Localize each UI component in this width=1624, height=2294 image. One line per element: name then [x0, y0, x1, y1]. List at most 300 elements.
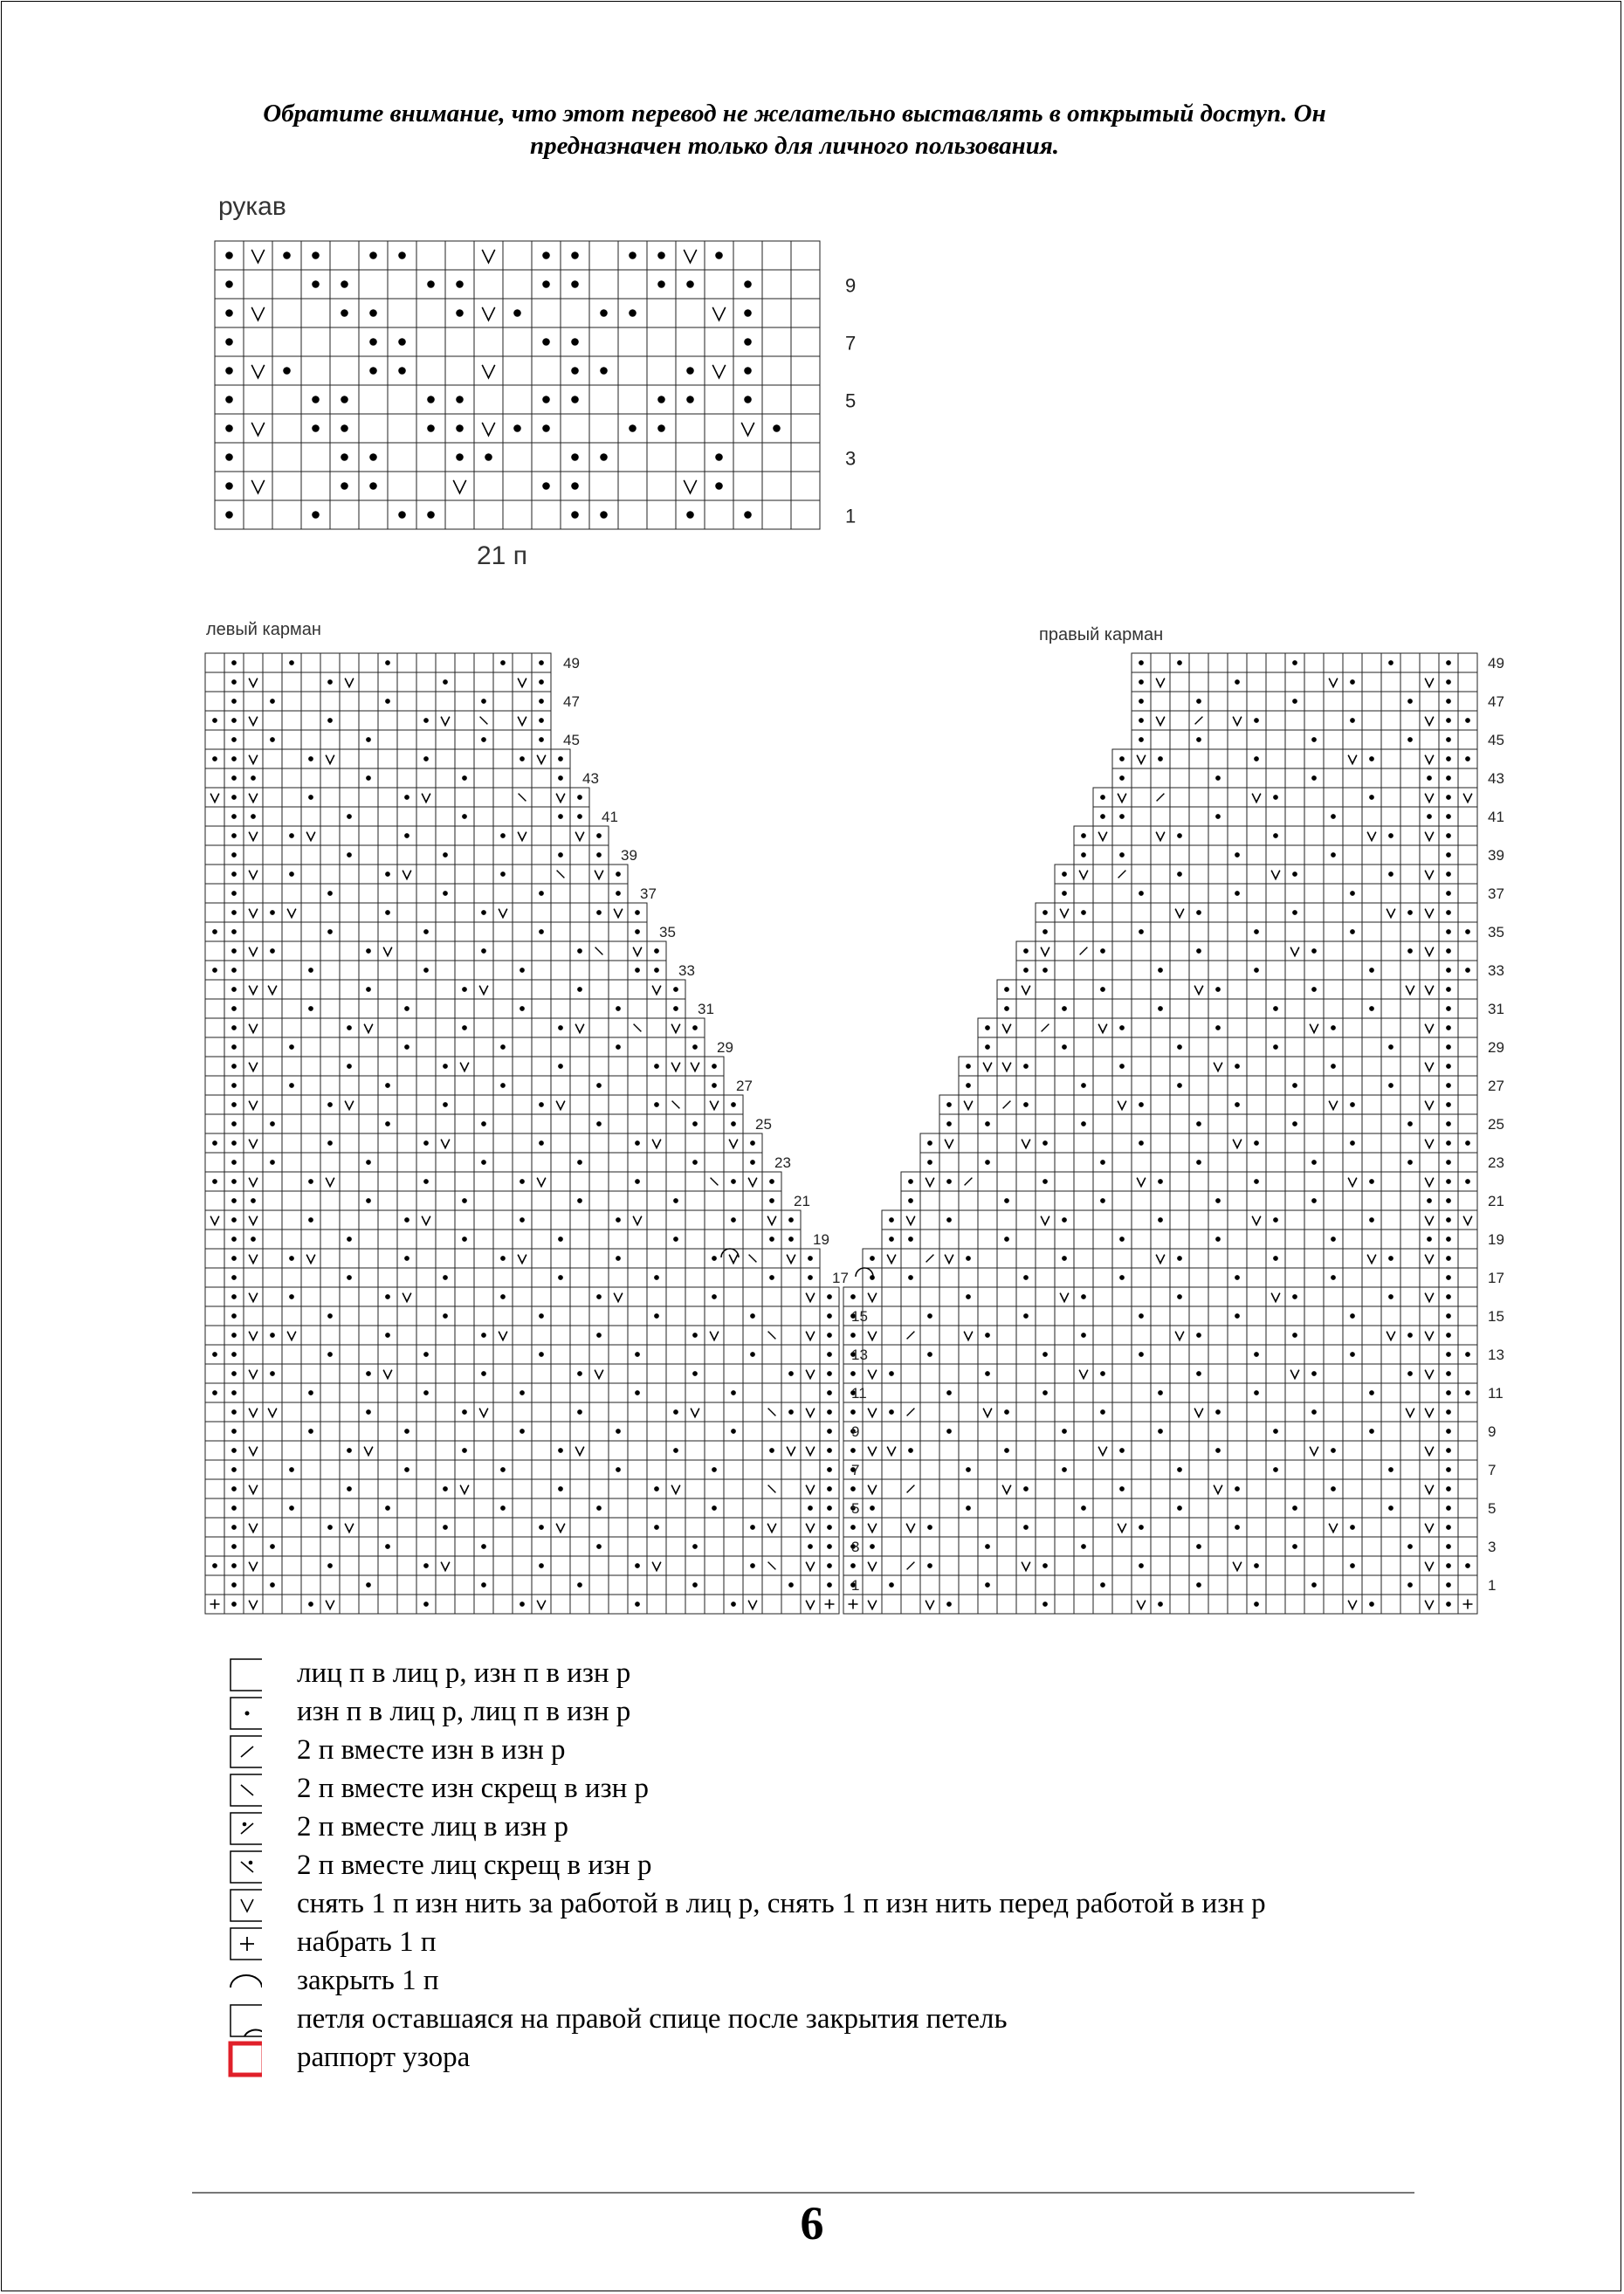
purl-dot-icon [966, 1083, 971, 1088]
purl-dot-icon [225, 338, 233, 346]
chart-cell [320, 1537, 340, 1556]
chart-cell [282, 1191, 301, 1210]
purl-dot-icon [692, 1121, 698, 1126]
purl-dot-icon [289, 833, 294, 838]
chart-cell [781, 1383, 801, 1402]
chart-cell [513, 884, 532, 903]
purl-dot-icon [404, 795, 409, 800]
purl-dot-icon [712, 1467, 717, 1472]
purl-dot-icon [539, 1563, 544, 1568]
chart-cell [1132, 768, 1151, 788]
purl-dot-icon [1407, 948, 1413, 954]
chart-cell [397, 1595, 416, 1614]
chart-cell [901, 1210, 920, 1230]
purl-dot-icon [1292, 1294, 1297, 1299]
chart-cell [1132, 865, 1151, 884]
purl-dot-icon [600, 309, 608, 317]
purl-dot-icon [1427, 1198, 1432, 1203]
chart-cell [1151, 1018, 1170, 1037]
chart-cell [503, 356, 532, 385]
row-number: 43 [1488, 770, 1504, 788]
chart-cell [762, 443, 791, 472]
chart-cell [445, 500, 474, 529]
chart-cell [1343, 653, 1362, 672]
chart-cell [676, 327, 705, 356]
purl-dot-icon [827, 1313, 832, 1319]
chart-cell [455, 1095, 474, 1114]
chart-cell [628, 1306, 647, 1326]
chart-cell [570, 1537, 589, 1556]
chart-cell [685, 1076, 705, 1095]
chart-cell [1285, 1153, 1304, 1172]
chart-cell [724, 1345, 743, 1364]
chart-cell [1304, 961, 1324, 980]
chart-cell [1400, 1595, 1420, 1614]
chart-cell [1381, 1133, 1400, 1153]
chart-cell [647, 356, 676, 385]
purl-dot-icon [462, 1025, 467, 1030]
chart-cell [1266, 807, 1285, 826]
chart-cell [939, 1556, 959, 1575]
chart-cell [628, 1287, 647, 1306]
chart-cell [1132, 1018, 1151, 1037]
purl-dot-icon [308, 1390, 313, 1395]
chart-cell [532, 788, 551, 807]
chart-cell [1362, 1268, 1381, 1287]
chart-cell [282, 1422, 301, 1441]
chart-cell [282, 1095, 301, 1114]
purl-dot-icon [456, 396, 464, 403]
left-pocket-title: левый карман [206, 620, 321, 639]
purl-dot-icon [1446, 1179, 1451, 1184]
chart-cell [1151, 1518, 1170, 1537]
purl-dot-icon [427, 511, 435, 519]
purl-dot-icon [231, 1044, 237, 1050]
chart-cell [1458, 692, 1477, 711]
purl-dot-icon [635, 1352, 640, 1357]
chart-cell [513, 1306, 532, 1326]
chart-cell [416, 903, 436, 922]
chart-cell [301, 672, 320, 692]
chart-cell [1343, 1153, 1362, 1172]
purl-dot-icon [1235, 1525, 1240, 1530]
chart-cell [1420, 1537, 1439, 1556]
chart-cell [1016, 1595, 1036, 1614]
chart-cell [493, 1326, 513, 1345]
chart-cell [1093, 1537, 1112, 1556]
row-number: 47 [1488, 693, 1504, 711]
chart-cell [320, 1268, 340, 1287]
chart-cell [743, 1287, 762, 1306]
chart-cell [1208, 730, 1228, 749]
chart-cell [1055, 961, 1074, 980]
chart-cell [416, 1018, 436, 1037]
chart-cell [1343, 1172, 1362, 1191]
chart-cell [1189, 1230, 1208, 1249]
chart-cell [1324, 653, 1343, 672]
chart-cell [1228, 1076, 1247, 1095]
chart-cell [1266, 1306, 1285, 1326]
chart-cell [513, 1364, 532, 1383]
chart-cell [282, 1326, 301, 1345]
chart-cell [359, 788, 378, 807]
chart-cell [1247, 1575, 1266, 1595]
purl-dot-icon [1292, 699, 1297, 704]
purl-dot-icon [1196, 699, 1201, 704]
chart-cell [205, 1191, 224, 1210]
chart-cell [436, 999, 455, 1018]
chart-cell [1400, 1230, 1420, 1249]
chart-cell [920, 1402, 939, 1422]
chart-cell [1189, 1441, 1208, 1460]
chart-cell [378, 730, 397, 749]
chart-cell [1400, 1018, 1420, 1037]
chart-cell [320, 1460, 340, 1479]
chart-cell [1055, 1498, 1074, 1518]
purl-dot-icon [1254, 1390, 1259, 1395]
chart-cell [1151, 1575, 1170, 1595]
purl-dot-icon [1177, 1294, 1182, 1299]
chart-cell [205, 1460, 224, 1479]
chart-cell [1247, 653, 1266, 672]
chart-cell [743, 1383, 762, 1402]
chart-cell [359, 1556, 378, 1575]
chart-cell [1036, 1287, 1055, 1306]
chart-cell [244, 845, 263, 865]
chart-cell [474, 788, 493, 807]
chart-cell [474, 1460, 493, 1479]
notice-line-2: предназначен только для личного пользования. [529, 132, 1060, 160]
chart-cell [801, 1287, 820, 1306]
chart-cell [743, 1537, 762, 1556]
chart-cell [1362, 826, 1381, 845]
chart-cell [397, 980, 416, 999]
chart-cell [1112, 1402, 1132, 1422]
chart-cell [781, 1249, 801, 1268]
chart-cell [263, 1441, 282, 1460]
chart-cell [1036, 1191, 1055, 1210]
purl-dot-icon [231, 1102, 237, 1107]
chart-cell [416, 1191, 436, 1210]
purl-dot-icon [1292, 871, 1297, 877]
chart-cell [978, 1595, 997, 1614]
chart-cell [1151, 1268, 1170, 1287]
chart-cell [282, 672, 301, 692]
chart-cell [340, 1249, 359, 1268]
chart-cell [244, 472, 272, 500]
purl-dot-icon [1158, 968, 1163, 973]
purl-dot-icon [927, 1563, 932, 1568]
chart-cell [301, 1287, 320, 1306]
chart-cell [1016, 1402, 1036, 1422]
chart-cell [1151, 653, 1170, 672]
chart-cell [1343, 1364, 1362, 1383]
chart-cell [1055, 1133, 1074, 1153]
chart-cell [455, 1556, 474, 1575]
chart-cell [455, 826, 474, 845]
purl-dot-icon [673, 1237, 678, 1242]
chart-cell [1112, 903, 1132, 922]
chart-cell [1458, 1306, 1477, 1326]
chart-cell [513, 826, 532, 845]
row-number: 35 [659, 924, 676, 941]
chart-cell [1362, 1364, 1381, 1383]
chart-cell [1170, 711, 1189, 730]
footer-rule [192, 2192, 1414, 2194]
purl-dot-icon [850, 1409, 856, 1415]
chart-cell [1400, 1460, 1420, 1479]
purl-dot-icon [616, 891, 621, 896]
chart-cell [282, 1268, 301, 1287]
chart-cell [762, 327, 791, 356]
chart-cell [997, 1595, 1016, 1614]
chart-cell [1189, 826, 1208, 845]
empty-square-icon [210, 1656, 262, 1698]
chart-cell [570, 1556, 589, 1575]
chart-cell [920, 1287, 939, 1306]
chart-cell [762, 1460, 781, 1479]
square-arc-icon [210, 2001, 262, 2044]
purl-dot-icon [1446, 718, 1451, 723]
purl-dot-icon [827, 1544, 832, 1549]
purl-dot-icon [827, 1294, 832, 1299]
chart-cell [493, 1422, 513, 1441]
chart-cell [1381, 1018, 1400, 1037]
chart-cell [589, 1441, 609, 1460]
chart-cell [1400, 1498, 1420, 1518]
chart-cell [359, 1306, 378, 1326]
chart-cell [1132, 1402, 1151, 1422]
chart-cell [340, 1153, 359, 1172]
chart-cell [1112, 1191, 1132, 1210]
chart-cell [647, 1364, 666, 1383]
chart-cell [1036, 980, 1055, 999]
purl-dot-icon [366, 1582, 371, 1588]
chart-cell [978, 1249, 997, 1268]
chart-cell [301, 1441, 320, 1460]
purl-dot-icon [1081, 1083, 1086, 1088]
row-number: 49 [1488, 655, 1504, 672]
chart-cell [1093, 1249, 1112, 1268]
chart-cell [1074, 1057, 1093, 1076]
chart-cell [1228, 1556, 1247, 1575]
chart-cell [1266, 653, 1285, 672]
chart-cell [244, 241, 272, 270]
chart-cell [320, 1076, 340, 1095]
purl-dot-icon [539, 1525, 544, 1530]
chart-cell [513, 1345, 532, 1364]
purl-dot-icon [385, 660, 390, 665]
chart-cell [1055, 1172, 1074, 1191]
chart-cell [244, 1383, 263, 1402]
purl-dot-icon [347, 852, 352, 858]
chart-cell [493, 1133, 513, 1153]
chart-cell [1400, 1076, 1420, 1095]
chart-cell [455, 672, 474, 692]
purl-dot-icon [251, 1198, 256, 1203]
chart-cell [244, 1537, 263, 1556]
chart-cell [791, 443, 820, 472]
chart-cell [997, 1345, 1016, 1364]
chart-cell [320, 865, 340, 884]
chart-cell [263, 1018, 282, 1037]
chart-cell [685, 1268, 705, 1287]
chart-cell [551, 1210, 570, 1230]
chart-cell [359, 1249, 378, 1268]
chart-cell [781, 1306, 801, 1326]
chart-cell [320, 826, 340, 845]
plus-square-icon [210, 1925, 262, 1967]
chart-cell [609, 1268, 628, 1287]
chart-cell [1093, 1133, 1112, 1153]
chart-cell [455, 749, 474, 768]
chart-cell [320, 1326, 340, 1345]
purl-dot-icon [1254, 756, 1259, 761]
chart-cell [359, 692, 378, 711]
chart-cell [1055, 1230, 1074, 1249]
chart-cell [1343, 1191, 1362, 1210]
chart-cell [1055, 922, 1074, 941]
chart-cell [609, 1498, 628, 1518]
purl-dot-icon [616, 1429, 621, 1434]
chart-cell [1400, 788, 1420, 807]
chart-cell [1247, 845, 1266, 865]
chart-cell [1016, 1441, 1036, 1460]
chart-cell [1266, 1383, 1285, 1402]
purl-dot-icon [231, 775, 237, 781]
chart-cell [1189, 749, 1208, 768]
purl-dot-icon [571, 280, 579, 288]
legend-text: снять 1 п изн нить за работой в лиц р, снять 1 п изн нить перед работой в изн р [297, 1888, 1266, 1919]
chart-cell [513, 1153, 532, 1172]
chart-cell [1285, 788, 1304, 807]
chart-cell [244, 1114, 263, 1133]
purl-dot-icon [423, 929, 429, 934]
chart-cell [244, 1287, 263, 1306]
chart-cell [570, 1230, 589, 1249]
chart-cell [666, 1460, 685, 1479]
chart-cell [609, 1345, 628, 1364]
chart-cell [901, 1249, 920, 1268]
purl-dot-icon [558, 775, 563, 781]
legend-item [210, 1848, 1432, 1883]
chart-cell [532, 1479, 551, 1498]
chart-cell [609, 961, 628, 980]
chart-cell [1074, 1249, 1093, 1268]
chart-cell [1132, 1268, 1151, 1287]
purl-dot-icon [539, 1313, 544, 1319]
chart-cell [1189, 1210, 1208, 1230]
chart-cell [1132, 1441, 1151, 1460]
purl-dot-icon [1446, 1602, 1451, 1607]
purl-dot-icon [946, 1217, 952, 1223]
purl-dot-icon [750, 1160, 755, 1165]
chart-cell [1324, 1345, 1343, 1364]
chart-cell [282, 1018, 301, 1037]
chart-cell [513, 672, 532, 692]
purl-dot-icon [270, 1121, 275, 1126]
chart-cell [244, 1018, 263, 1037]
chart-cell [1016, 1249, 1036, 1268]
chart-cell [244, 1345, 263, 1364]
chart-cell [359, 1268, 378, 1287]
chart-cell [493, 941, 513, 961]
chart-cell [647, 1018, 666, 1037]
chart-cell [1247, 1114, 1266, 1133]
purl-dot-icon [1292, 910, 1297, 915]
chart-cell [781, 1595, 801, 1614]
purl-dot-icon [788, 1582, 794, 1588]
purl-dot-icon [908, 1179, 913, 1184]
chart-cell [1016, 1498, 1036, 1518]
chart-cell [1074, 1268, 1093, 1287]
chart-cell [205, 692, 224, 711]
purl-dot-icon [596, 910, 602, 915]
chart-cell [416, 884, 436, 903]
chart-cell [1189, 1172, 1208, 1191]
row-number: 21 [794, 1193, 810, 1210]
chart-cell [1420, 1556, 1439, 1575]
chart-cell [1189, 999, 1208, 1018]
chart-cell [513, 1018, 532, 1037]
chart-cell [618, 500, 647, 529]
chart-cell [263, 749, 282, 768]
chart-cell [978, 1210, 997, 1230]
chart-cell [1016, 1326, 1036, 1345]
purl-dot-icon [1023, 1064, 1029, 1069]
chart-cell [378, 1595, 397, 1614]
chart-cell [901, 1287, 920, 1306]
purl-dot-icon [1446, 1333, 1451, 1338]
chart-cell [532, 1575, 551, 1595]
purl-dot-icon [889, 1217, 894, 1223]
chart-cell [1247, 1441, 1266, 1460]
chart-cell [570, 1018, 589, 1037]
chart-cell [320, 903, 340, 922]
chart-cell [1093, 1383, 1112, 1402]
purl-dot-icon [686, 396, 694, 403]
chart-cell [1266, 1326, 1285, 1345]
chart-cell [743, 1441, 762, 1460]
chart-cell [551, 1422, 570, 1441]
chart-cell [551, 1249, 570, 1268]
purl-dot-icon [850, 1333, 856, 1338]
chart-cell [666, 1326, 685, 1345]
purl-dot-icon [1388, 871, 1393, 877]
chart-cell [397, 1575, 416, 1595]
chart-cell [705, 1595, 724, 1614]
legend-text: закрыть 1 п [297, 1965, 439, 1996]
chart-cell [1362, 711, 1381, 730]
chart-cell [436, 711, 455, 730]
chart-cell [1228, 980, 1247, 999]
chart-cell [551, 1095, 570, 1114]
chart-cell [1324, 1210, 1343, 1230]
chart-cell [503, 327, 532, 356]
chart-cell [1208, 1306, 1228, 1326]
chart-cell [959, 1095, 978, 1114]
chart-cell [1304, 1095, 1324, 1114]
chart-cell [244, 1057, 263, 1076]
chart-cell [733, 241, 762, 270]
chart-cell [301, 1037, 320, 1057]
chart-cell [1189, 1518, 1208, 1537]
chart-cell [1420, 1345, 1439, 1364]
chart-cell [340, 922, 359, 941]
purl-dot-icon [1215, 1025, 1221, 1030]
purl-dot-icon [827, 1563, 832, 1568]
chart-cell [589, 1422, 609, 1441]
